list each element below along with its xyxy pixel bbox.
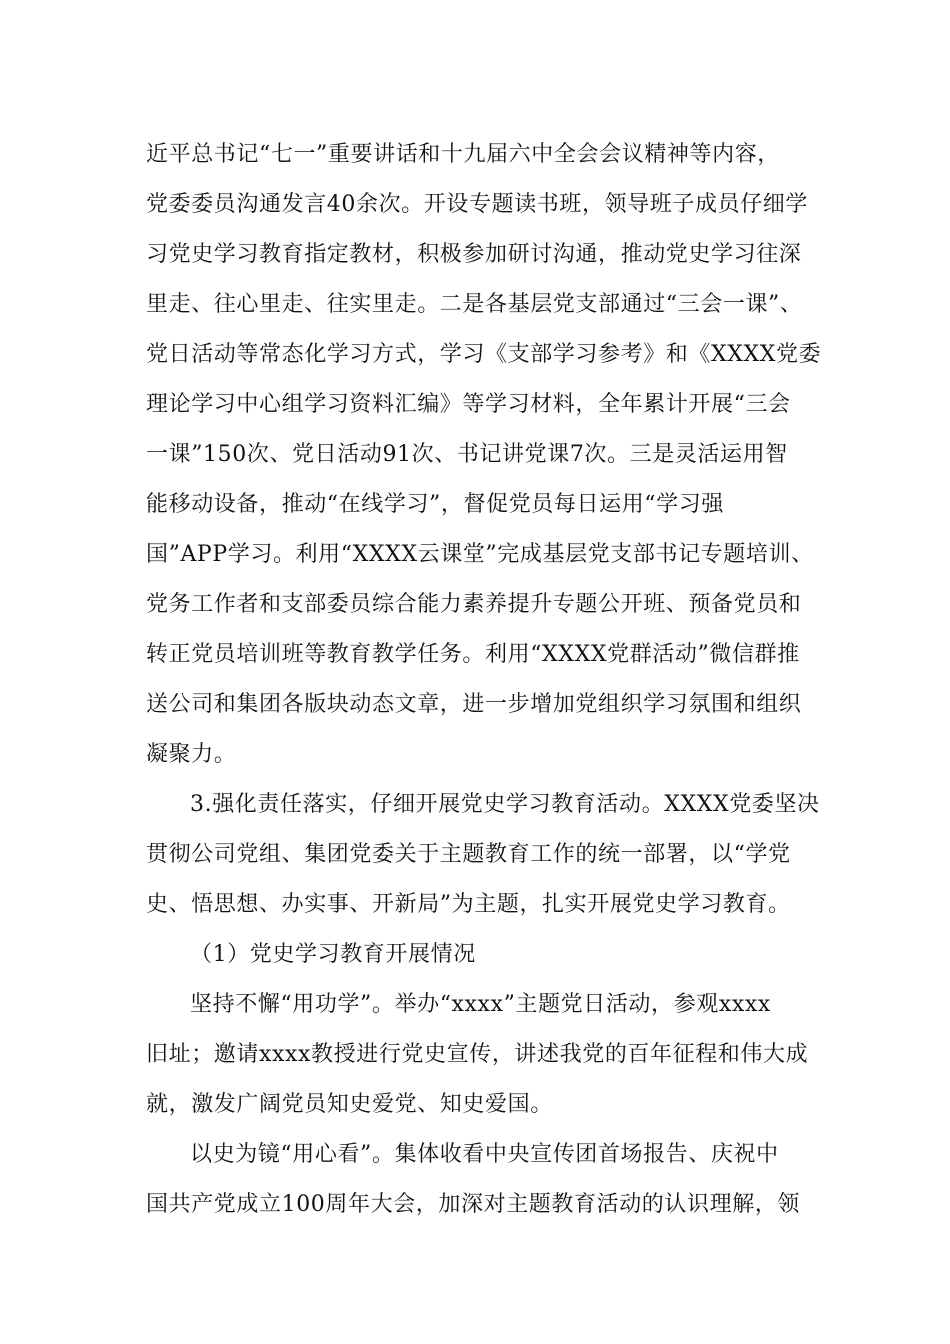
text-line: 能移动设备，推动“在线学习”，督促党员每日运用“学习强 [146,492,724,517]
paragraph-start: 坚持不懈“用功学”。举办“xxxx”主题党日活动，参观xxxx [190,992,771,1017]
text-line: 里走、往心里走、往实里走。二是各基层党支部通过“三会一课”、 [146,292,803,317]
text-line: 送公司和集团各版块动态文章，进一步增加党组织学习氛围和组织 [146,692,802,717]
text-line: 一课”150次、党日活动91次、书记讲党课7次。三是灵活运用智 [146,442,788,467]
text-line: 习党史学习教育指定教材，积极参加研讨沟通，推动党史学习往深 [146,242,802,267]
text-line: 旧址；邀请xxxx教授进行党史宣传，讲述我党的百年征程和伟大成 [146,1042,809,1067]
paragraph-heading: 3.强化责任落实，仔细开展党史学习教育活动。XXXX党委坚决 [190,792,820,817]
text-line: 转正党员培训班等教育教学任务。利用“XXXX党群活动”微信群推 [146,642,800,667]
paragraph-start: 以史为镜“用心看”。集体收看中央宣传团首场报告、庆祝中 [190,1142,779,1167]
text-line: 国”APP学习。利用“XXXX云课堂”完成基层党支部书记专题培训、 [146,542,814,567]
text-line: 党委委员沟通发言40余次。开设专题读书班，领导班子成员仔细学 [146,192,808,217]
text-line: 就，激发广阔党员知史爱党、知史爱国。 [146,1092,553,1117]
text-line: 理论学习中心组学习资料汇编》等学习材料，全年累计开展“三会 [146,392,791,417]
text-line: 贯彻公司党组、集团党委关于主题教育工作的统一部署，以“学党 [146,842,791,867]
text-line: 凝聚力。 [146,742,237,767]
text-line: 国共产党成立100周年大会，加深对主题教育活动的认识理解，领 [146,1192,800,1217]
text-line: 近平总书记“七一”重要讲话和十九届六中全会会议精神等内容， [146,142,780,167]
text-line: 史、悟思想、办实事、开新局”为主题，扎实开展党史学习教育。 [146,892,791,917]
section-subheading: （1）党史学习教育开展情况 [190,942,476,967]
text-line: 党务工作者和支部委员综合能力素养提升专题公开班、预备党员和 [146,592,802,617]
text-line: 党日活动等常态化学习方式，学习《支部学习参考》和《XXXX党委 [146,342,822,367]
